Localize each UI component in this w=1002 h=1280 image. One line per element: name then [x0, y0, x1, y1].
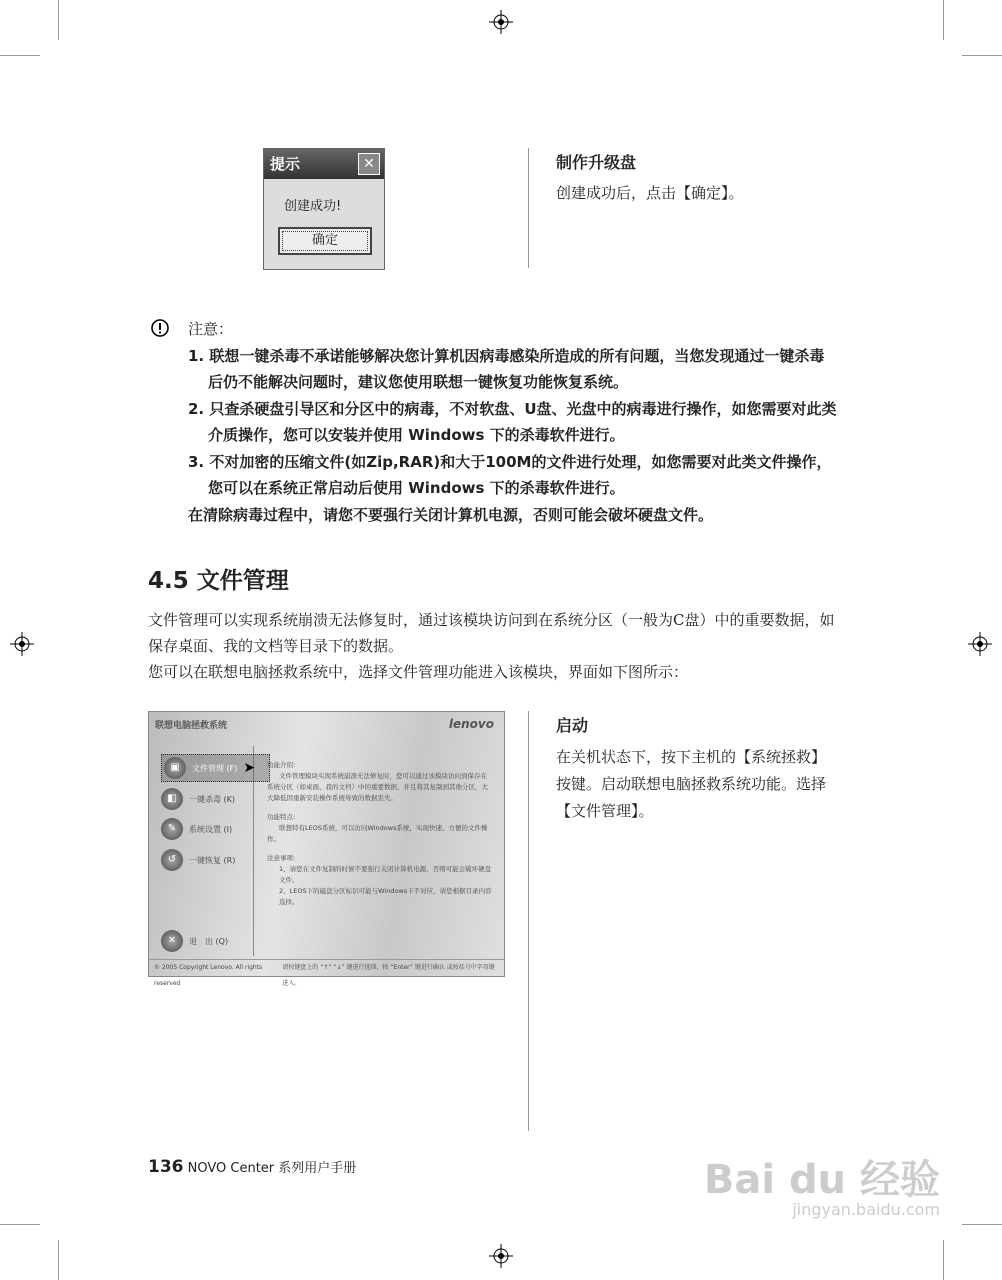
page-number: 136 [148, 1157, 184, 1177]
copyright: © 2005 Copyright Lenovo. All rights reserved [154, 964, 263, 987]
crop-mark [962, 1224, 1002, 1225]
crop-mark [943, 0, 944, 40]
note-item: 1. 联想一键杀毒不承诺能够解决您计算机因病毒感染所造成的所有问题，当您发现通过一键杀毒后仍不能解决问题时，建议您使用联想一键恢复功能恢复系统。 [188, 346, 825, 391]
section-text: 创建成功后，点击【确定】。 [556, 184, 744, 202]
warning-icon [150, 318, 170, 338]
note-closing: 在清除病毒过程中，请您不要强行关闭计算机电源，否则可能会破坏硬盘文件。 [188, 505, 714, 524]
menu-label: 文件管理 (F) [192, 763, 238, 773]
menu-item-settings[interactable] [161, 818, 232, 840]
info-text: 1、请您在文件复制的时候不要强行关闭计算机电源，否则可能会破坏硬盘文件。 [279, 865, 492, 884]
section-title: 4.5 文件管理 [148, 568, 289, 594]
book-title: NOVO Center 系列用户手册 [187, 1161, 357, 1176]
folder-icon: ▣ [164, 757, 186, 779]
registration-mark-icon [489, 1244, 513, 1268]
info-heading: 功能介绍: [267, 761, 296, 769]
status-bar [149, 959, 504, 987]
dialog-title: 提示 [270, 155, 301, 173]
menu-item-file-manage[interactable] [161, 754, 270, 782]
column-divider [528, 148, 529, 268]
page-footer [148, 1157, 356, 1177]
success-dialog [263, 148, 385, 270]
app-title: 联想电脑拯救系统 [155, 721, 228, 731]
exit-icon: ✕ [161, 930, 183, 952]
menu-label: 一键恢复 (R) [189, 855, 236, 865]
note-item: 2. 只查杀硬盘引导区和分区中的病毒，不对软盘、U盘、光盘中的病毒进行操作，如您需要对此类介质操作，您可以安装并使用 Windows 下的杀毒软件进行。 [188, 399, 837, 444]
cursor-icon: ➤ [243, 760, 256, 776]
close-icon[interactable]: ✕ [358, 153, 380, 175]
watermark-url: jingyan.baidu.com [792, 1200, 940, 1219]
info-panel [267, 760, 492, 908]
menu-item-restore[interactable] [161, 849, 235, 871]
menu-label: 系统设置 (I) [189, 824, 233, 834]
info-heading: 功能特点: [267, 813, 296, 821]
crop-mark [0, 55, 40, 56]
registration-mark-icon [489, 10, 513, 34]
note-item: 3. 不对加密的压缩文件(如Zip,RAR)和大于100M的文件进行处理，如您需要对此类文件操作，您可以在系统正常启动后使用 Windows 下的杀毒软件进行。 [188, 452, 832, 497]
paragraph: 您可以在联想电脑拯救系统中，选择文件管理功能进入该模块，界面如下图所示： [148, 663, 689, 681]
rescue-system-screenshot [148, 711, 505, 987]
paragraph: 文件管理可以实现系统崩溃无法修复时，通过该模块访问到在系统分区（一般为C盘）中的重要数据，如保存桌面、我的文档等目录下的数据。 [148, 611, 835, 655]
registration-mark-icon [10, 632, 34, 656]
key-hint: 请按键盘上的 “↑” “↓” 键进行选择，按 “Enter” 键进行确认 或按括号中字母键进入。 [282, 964, 495, 987]
section-heading: 制作升级盘 [556, 153, 637, 172]
info-text: 联想特有LEOS系统，可以访问Windows系统，实现快速、方便的文件操作。 [267, 824, 488, 843]
info-text: 2、LEOS下的磁盘分区标识可能与Windows下不对应，请您根据目录内容选择。 [279, 887, 492, 906]
ok-button[interactable]: 确定 [278, 227, 372, 255]
info-text: 文件管理模块实现系统崩溃无法修复时，您可以通过该模块访问到保存在系统分区（如桌面、我的文档）中的重要数据，并且将其复制到其他分区，大大降低因重新安装操作系统导致的数据丢失。 [267, 772, 488, 802]
lenovo-logo: lenovo [448, 717, 494, 731]
registration-mark-icon [968, 632, 992, 656]
menu-label: 一键杀毒 (K) [189, 794, 236, 804]
restore-icon: ↺ [161, 849, 183, 871]
section-heading: 启动 [556, 716, 589, 735]
crop-mark [962, 55, 1002, 56]
menu-label: 退 出 (Q) [189, 936, 229, 946]
section-text: 在关机状态下，按下主机的【系统拯救】按键。启动联想电脑拯救系统功能。选择【文件管理】。 [556, 748, 827, 820]
menu-item-antivirus[interactable] [161, 788, 235, 810]
section-body [148, 607, 838, 685]
menu-item-exit[interactable] [161, 930, 228, 952]
crop-mark [58, 0, 59, 40]
dialog-titlebar [264, 149, 384, 179]
shield-icon: ◧ [161, 788, 183, 810]
crop-mark [58, 1240, 59, 1280]
note-label: 注意： [188, 320, 234, 338]
baidu-watermark: Bai du 经验 [703, 1157, 940, 1203]
crop-mark [943, 1240, 944, 1280]
tools-icon: ✎ [161, 818, 183, 840]
note-block [188, 316, 838, 528]
dialog-message: 创建成功! [284, 199, 342, 214]
info-heading: 注意事项: [267, 854, 296, 862]
crop-mark [0, 1224, 40, 1225]
column-divider [528, 711, 529, 1131]
